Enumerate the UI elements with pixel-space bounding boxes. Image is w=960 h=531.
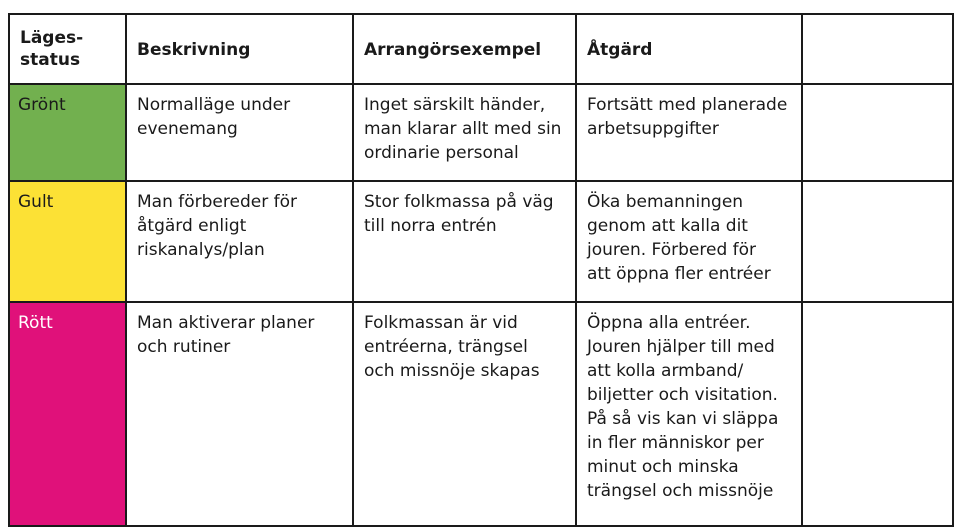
- table-header-row: [9, 14, 953, 84]
- cell-line: Fortsätt med planerade: [587, 95, 788, 115]
- atgard-cell: [576, 181, 802, 302]
- cell-line: Öka bemanningen: [587, 192, 744, 212]
- header-arrangorsexempel: [353, 14, 576, 84]
- cell-line: Öppna alla entréer.: [587, 313, 751, 333]
- cell-line: in fler människor per: [587, 433, 764, 453]
- arrangorsexempel-cell: [353, 181, 576, 302]
- header-lagesstatus: [9, 14, 126, 84]
- cell-line: Normalläge under: [137, 95, 291, 115]
- atgard-cell: [576, 84, 802, 181]
- cell-line: Folkmassan är vid: [364, 313, 518, 333]
- cell-line: och rutiner: [137, 337, 231, 357]
- cell-line: arbetsuppgifter: [587, 119, 719, 139]
- header-beskrivning-label: Beskrivning: [137, 40, 251, 60]
- cell-line: till norra entrén: [364, 216, 497, 236]
- beskrivning-cell: [126, 181, 353, 302]
- table-row: [9, 84, 953, 181]
- cell-line: Stor folkmassa på väg: [364, 192, 554, 212]
- header-atgard-label: Åtgärd: [587, 40, 653, 60]
- status-cell-red: [9, 302, 126, 526]
- status-label: Grönt: [18, 95, 66, 115]
- cell-line: evenemang: [137, 119, 238, 139]
- header-lagesstatus-line: Läges-: [20, 28, 84, 48]
- top-strip: [0, 0, 960, 6]
- cell-line: åtgärd enligt: [137, 216, 247, 236]
- cell-line: riskanalys/plan: [137, 240, 265, 260]
- cell-line: att öppna fler entréer: [587, 264, 771, 284]
- cell-line: trängsel och missnöje: [587, 481, 774, 501]
- atgard-cell: [576, 302, 802, 526]
- status-cell-yellow: [9, 181, 126, 302]
- extra-cell: [802, 302, 953, 526]
- status-label: Rött: [18, 313, 53, 333]
- cell-line: entréerna, trängsel: [364, 337, 528, 357]
- beskrivning-cell: [126, 302, 353, 526]
- cell-line: På så vis kan vi släppa: [587, 409, 779, 429]
- cell-line: Jouren hjälper till med: [587, 337, 775, 357]
- cell-line: jouren. Förbered för: [587, 240, 757, 260]
- arrangorsexempel-cell: [353, 84, 576, 181]
- header-atgard: [576, 14, 802, 84]
- beskrivning-cell: [126, 84, 353, 181]
- extra-cell: [802, 181, 953, 302]
- header-arrangorsexempel-label: Arrangörsexempel: [364, 40, 542, 60]
- header-lagesstatus-line: status: [20, 50, 81, 70]
- cell-line: Inget särskilt händer,: [364, 95, 546, 115]
- cell-line: biljetter och visitation.: [587, 385, 778, 405]
- header-beskrivning: [126, 14, 353, 84]
- cell-line: att kolla armband/: [587, 361, 744, 381]
- cell-line: minut och minska: [587, 457, 739, 477]
- cell-line: Man förbereder för: [137, 192, 297, 212]
- cell-line: ordinarie personal: [364, 143, 519, 163]
- cell-line: och missnöje skapas: [364, 361, 540, 381]
- arrangorsexempel-cell: [353, 302, 576, 526]
- cell-line: Man aktiverar planer: [137, 313, 315, 333]
- cell-line: genom att kalla dit: [587, 216, 748, 236]
- table-row: [9, 302, 953, 526]
- table-row: [9, 181, 953, 302]
- status-label: Gult: [18, 192, 54, 212]
- extra-cell: [802, 84, 953, 181]
- cell-line: man klarar allt med sin: [364, 119, 562, 139]
- header-extra: [802, 14, 953, 84]
- status-table: [8, 13, 954, 527]
- status-cell-green: [9, 84, 126, 181]
